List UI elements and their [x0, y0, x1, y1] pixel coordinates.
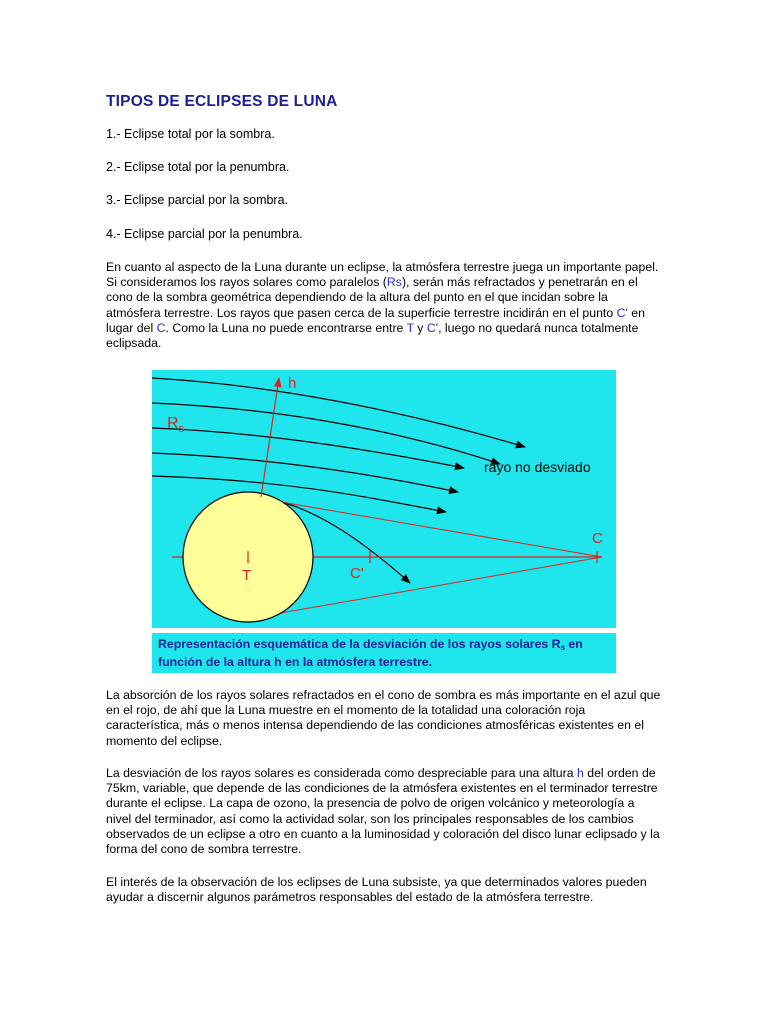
figure-caption: Representación esquemática de la desviación de los rayos solares $R_s$ en función de la altura h en la atmósfera terrestre.: [152, 633, 616, 673]
label-c: C: [592, 530, 603, 547]
h-highlight: h: [576, 766, 584, 780]
list-item: 4.- Eclipse parcial por la penumbra.: [106, 227, 303, 241]
solar-ray: [152, 403, 500, 464]
label-rs: $R_s$: [167, 415, 185, 435]
body-paragraph: El interés de la observación de los eclipses de Luna subsiste, ya que determinados valores pueden ayudar a discernir algunos parámetros responsables del estado de la atmósfera terrestre.: [106, 875, 647, 905]
intro-paragraph: En cuanto al aspecto de la Luna durante un eclipse, la atmósfera terrestre juega un importante papel. Si consideramos los rayos solares como paralelos (Rs), serán más refractados y penetrarán en el cono de la sombra geométrica dependiendo de la altura del punto en el que incidan sobre la atmósfera terrestre. Los rayos que pasen cerca de la superficie terrestre incidirán en el punto C' en lugar del C. Como la Luna no puede encontrarse entre T y C', luego no quedará nunca totalmente eclipsada.: [106, 260, 659, 351]
cprime-highlight: C': [426, 320, 439, 335]
list-item: 3.- Eclipse parcial por la sombra.: [106, 193, 289, 207]
t-highlight: T: [406, 320, 414, 335]
solar-ray: [152, 428, 464, 468]
c-highlight: C: [156, 320, 166, 335]
label-rayo-no-desviado: rayo no desviado: [484, 459, 591, 475]
eclipse-figure: [152, 370, 616, 672]
body-paragraph: La absorción de los rayos solares refractados en el cono de sombra es más importante en el azul que en el rojo, de ahí que la Luna muestre en el momento de la totalidad una coloración roja característica, más o menos intensa dependiendo de las condiciones atmosféricas existentes en el momento del eclipse.: [106, 688, 661, 748]
solar-ray: [152, 378, 525, 447]
rs-highlight: Rs: [386, 275, 402, 290]
label-h: h: [288, 375, 297, 392]
list-item: 2.- Eclipse total por la penumbra.: [106, 160, 290, 174]
page-title: TIPOS DE ECLIPSES DE LUNA: [106, 93, 338, 110]
cprime-highlight: C': [616, 305, 628, 320]
body-paragraph: La desviación de los rayos solares es considerada como despreciable para una altura h del orden de 75km, variable, que depende de las condiciones de la atmósfera existentes en el terminador terrestre durante el eclipse. La capa de ozono, la presencia de polvo de origen volcánico y meteorología a nivel del terminador, así como la actividad solar, son los principales responsables de los cambios observados de un eclipse a otro en cuanto a la luminosidad y coloración del disco lunar eclipsado y la forma del cono de sombra terrestre.: [106, 766, 660, 857]
eclipse-diagram: [152, 370, 616, 628]
list-item: 1.- Eclipse total por la sombra.: [106, 127, 275, 141]
label-t: T: [242, 567, 252, 584]
label-cprime: C': [350, 565, 364, 582]
